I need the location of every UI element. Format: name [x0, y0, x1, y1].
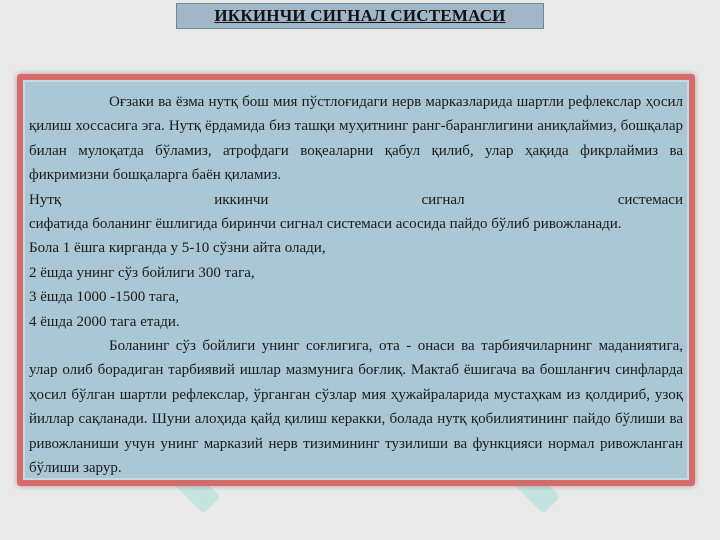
paragraph-1: Оғзаки ва ёзма нутқ бош мия пўстлоғидаги нерв марказларида шартли рефлекслар ҳосил қилиш хоссасига эга. Нутқ ёрдамида биз ташқи муҳитнинг ранг-баранглигини аниқлаймиз, бошқалар билан мулоқатда бўламиз, атрофдаги воқеаларни қабул қилиб, улар ҳақида фикрлаймиз ва фикримизни бошқаларга баён қиламиз. [29, 94, 683, 184]
list-item-4: 4 ёшда 2000 тага етади. [29, 313, 180, 330]
content-panel [17, 74, 695, 486]
title-bar [176, 3, 544, 29]
paragraph-3: сифатида боланинг ёшлигида биринчи сигнал системаси асосида пайдо бўлиб ривожланади. [29, 216, 622, 233]
body-text [29, 90, 683, 481]
slide-title: ИККИНЧИ СИГНАЛ СИСТЕМАСИ [214, 6, 506, 25]
paragraph-2: Нутқ иккинчи сигнал системаси [29, 191, 683, 208]
list-item-3: 3 ёшда 1000 -1500 тага, [29, 289, 179, 306]
list-item-1: Бола 1 ёшга кирганда у 5-10 сўзни айта олади, [29, 240, 326, 257]
paragraph-4: Боланинг сўз бойлиги унинг соғлигига, ота - онаси ва тарбиячиларнинг маданиятига, улар олиб борадиган тарбиявий ишлар мазмунига боғлиқ. Мактаб ёшигача ва бошланғич синфларда ҳосил бўлган шартли рефлекслар, ўрганган сўзлар мия ҳужайраларида мустаҳкам из қолдириб, узоқ йиллар сақланади. Шуни алоҳида қайд қилиш керакки, болада нутқ қобилиятининг пайдо бўлиши ва ривожланиши учун унинг марказий нерв тизимининг тузилиши ва функцияси нормал ривожланган бўлиши зарур. [29, 338, 683, 477]
list-item-2: 2 ёшда унинг сўз бойлиги 300 тага, [29, 264, 255, 281]
